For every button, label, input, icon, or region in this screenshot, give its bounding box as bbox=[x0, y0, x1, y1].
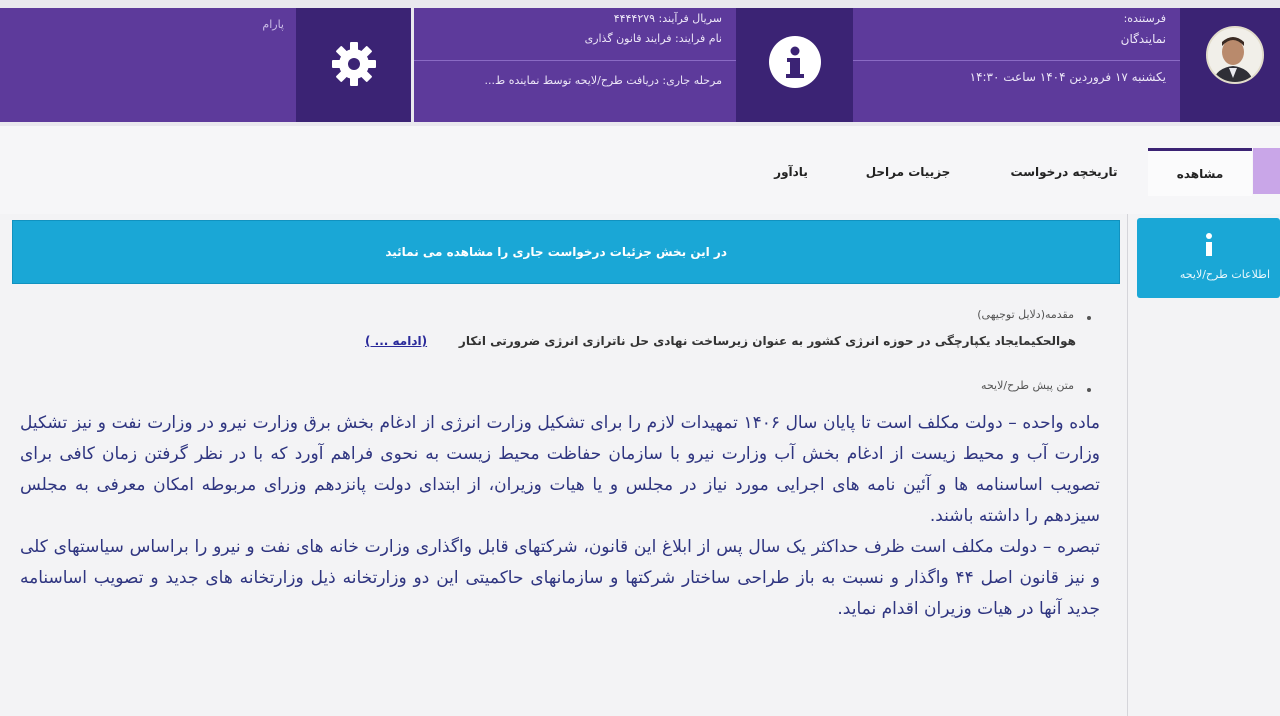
bullet-intro bbox=[1087, 316, 1091, 320]
tab-reminder[interactable] bbox=[755, 148, 827, 196]
header bbox=[0, 0, 1280, 126]
tab-request-history-label: تاریخچه درخواست bbox=[1010, 165, 1118, 179]
tab-reminder-label: یادآور bbox=[774, 165, 808, 179]
intro-label: مقدمه(دلایل توجیهی) bbox=[977, 308, 1074, 321]
sender-value: نمایندگان bbox=[1120, 32, 1166, 46]
gear-icon[interactable] bbox=[328, 38, 380, 90]
tab-view-label: مشاهده bbox=[1176, 166, 1224, 181]
bullet-bill bbox=[1087, 388, 1091, 392]
info-icon bbox=[1203, 232, 1215, 258]
bill-text bbox=[20, 408, 1100, 625]
content-divider bbox=[1127, 214, 1128, 716]
bill-paragraph-2: تبصره – دولت مکلف است ظرف حداکثر یک سال پس از ابلاغ این قانون، شرکتهای قابل واگذاری وزارت خانه های نفت و نیرو را براساس سیاستهای کلی و نیز قانون اصل ۴۴ واگذار و نسبت به باز طراحی ساختار شرکتها و سازمانهای حاکمیتی این دو وزارتخانه ذیل وزارتخانه های جدید و تصویب اساسنامه جدید آنها در هیات وزیران اقدام نماید. bbox=[20, 537, 1101, 619]
bill-label: متن پیش طرح/لایحه bbox=[981, 379, 1074, 392]
intro-text: هوالحکیمایجاد یکپارچگی در حوزه انرژی کشور به عنوان زیرساخت نهادی حل ناترازی انرژی ضرورتی انکار bbox=[458, 334, 1076, 348]
read-more-link[interactable]: (ادامه ... ) bbox=[365, 334, 428, 348]
tab-stage-details-label: جزییات مراحل bbox=[865, 165, 951, 179]
info-banner-text: در این بخش جزئیات درخواست جاری را مشاهده می نمائید bbox=[385, 245, 727, 259]
info-icon[interactable] bbox=[769, 36, 821, 88]
bill-info-button-label: اطلاعات طرح/لایحه bbox=[1179, 268, 1270, 281]
process-name: نام فرایند: فرایند قانون گذاری bbox=[584, 32, 722, 45]
settings-label: پارام bbox=[262, 18, 284, 31]
process-serial: سریال فرآیند: ۴۴۴۴۲۷۹ bbox=[613, 12, 722, 25]
bill-info-button[interactable] bbox=[1137, 218, 1280, 298]
info-banner bbox=[12, 220, 1120, 284]
sender-panel bbox=[853, 8, 1180, 122]
tab-request-history[interactable] bbox=[998, 148, 1130, 196]
tab-stage-details[interactable] bbox=[856, 148, 960, 196]
sender-datetime: یکشنبه ۱۷ فروردین ۱۴۰۴ ساعت ۱۴:۳۰ bbox=[969, 70, 1166, 84]
tab-view[interactable] bbox=[1148, 148, 1252, 196]
bill-paragraph-1: ماده واحده – دولت مکلف است تا پایان سال ۱۴۰۶ تمهیدات لازم را برای تشکیل وزارت انرژی از ادغام بخش برق وزارت نیرو در وزارت نفت و نیز تشکیل وزارت آب و محیط زیست از ادغام بخش آب وزارت نیرو با سازمان حفاظت محیط زیست به نحوی فراهم آورد که با در نظر گرفتن زمان کافی برای تصویب اساسنامه ها و آئین نامه های اجرایی مورد نیاز در مجلس و یا هیات وزیران، از ابتدای دولت پانزدهم وزرای مربوطه امکان معرفی به مجلس سیزدهم را داشته باشند. bbox=[20, 413, 1100, 526]
sender-label: فرستنده: bbox=[1123, 12, 1166, 25]
process-current-stage: مرحله جاری: دریافت طرح/لایحه توسط نماینده ط... bbox=[484, 74, 722, 87]
tab-edge-handle[interactable] bbox=[1253, 148, 1280, 194]
process-panel bbox=[414, 8, 736, 122]
settings-panel bbox=[0, 8, 296, 122]
avatar bbox=[1206, 26, 1264, 84]
